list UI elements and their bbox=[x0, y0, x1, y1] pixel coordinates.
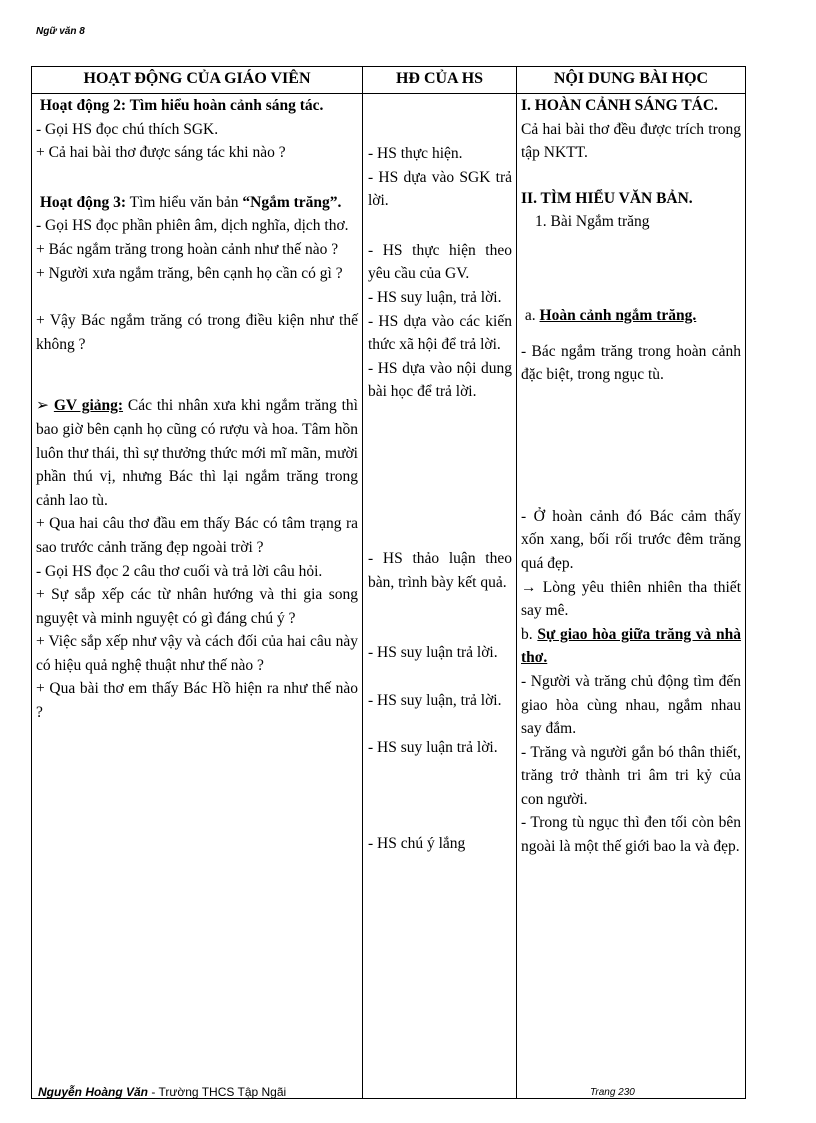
subsection-a: a. Hoàn cảnh ngắm trăng. bbox=[524, 306, 697, 324]
subsection-b: b. Sự giao hòa giữa trăng và nhà thơ. bbox=[521, 625, 742, 667]
student-column bbox=[363, 94, 517, 1099]
activity-3: Hoạt động 3: Tìm hiểu văn bản “Ngắm trăng”. bbox=[39, 193, 342, 211]
content-line: Cả hai bài thơ đều được trích trong tập NKTT. bbox=[521, 120, 741, 162]
page-number: Trang 230 bbox=[590, 1087, 635, 1098]
content-line: 1. Bài Ngắm trăng bbox=[535, 213, 650, 231]
table-body-row bbox=[32, 94, 746, 1099]
student-line: - HS suy luận trả lời. bbox=[368, 739, 498, 757]
student-line: - HS thực hiện theo yêu cầu của GV. bbox=[368, 241, 512, 283]
teacher-line: + Bác ngắm trăng trong hoàn cảnh như thế nào ? bbox=[36, 240, 339, 258]
activity-2: Hoạt động 2: Tìm hiểu hoàn cảnh sáng tác. bbox=[39, 97, 324, 114]
header-subject: Ngữ văn 8 bbox=[36, 26, 85, 37]
student-line: - HS thảo luận theo bàn, trình bày kết quả. bbox=[368, 549, 512, 591]
teacher-line: - Gọi HS đọc phần phiên âm, dịch nghĩa, dịch thơ. bbox=[36, 217, 349, 235]
content-line: - Người và trăng chủ động tìm đến giao hòa cùng nhau, ngắm nhau say đắm. bbox=[521, 672, 741, 738]
student-line: - HS suy luận, trả lời. bbox=[368, 288, 502, 306]
teacher-line: - Gọi HS đọc chú thích SGK. bbox=[36, 120, 219, 138]
teacher-line: + Người xưa ngắm trăng, bên cạnh họ cần có gì ? bbox=[36, 264, 343, 282]
student-line: - HS dựa vào nội dung bài học để trả lời. bbox=[368, 359, 512, 401]
student-line: - HS dựa vào SGK trả lời. bbox=[368, 168, 512, 210]
teacher-line: + Vậy Bác ngắm trăng có trong điều kiện như thế không ? bbox=[36, 312, 358, 353]
header-teacher: HOẠT ĐỘNG CỦA GIÁO VIÊN bbox=[32, 67, 363, 94]
student-line: - HS thực hiện. bbox=[368, 145, 463, 162]
teacher-line: + Cả hai bài thơ được sáng tác khi nào ? bbox=[36, 144, 286, 162]
teacher-line: - Gọi HS đọc 2 câu thơ cuối và trả lời câu hỏi. bbox=[36, 562, 323, 580]
student-line: - HS dựa vào các kiến thức xã hội để trả lời. bbox=[368, 312, 512, 354]
lesson-table bbox=[31, 66, 746, 1099]
content-line: - Ở hoàn cảnh đó Bác cảm thấy xốn xang, bối rối trước đêm trăng quá đẹp. bbox=[521, 507, 741, 572]
student-line: - HS suy luận, trả lời. bbox=[368, 691, 502, 709]
teacher-line: + Qua hai câu thơ đầu em thấy Bác có tâm trạng ra sao trước cảnh trăng đẹp ngoài trời ? bbox=[36, 515, 358, 556]
footer bbox=[38, 1085, 286, 1099]
section-heading: I. HOÀN CẢNH SÁNG TÁC. bbox=[521, 97, 718, 114]
content-line: - Trăng và người gắn bó thân thiết, trăng trở thành tri âm tri kỷ của con người. bbox=[521, 743, 741, 808]
teacher-column bbox=[32, 94, 363, 1099]
header-student: HĐ CỦA HS bbox=[363, 67, 517, 94]
teacher-line: + Sự sắp xếp các từ nhân hướng và thi gia song nguyệt và minh nguyệt có gì đáng chú ý ? bbox=[36, 586, 358, 627]
footer-author: Nguyễn Hoàng Văn bbox=[38, 1085, 149, 1099]
teacher-line: + Qua bài thơ em thấy Bác Hồ hiện ra như thế nào ? bbox=[36, 680, 358, 722]
student-line: - HS chú ý lắng bbox=[368, 834, 466, 852]
content-line: - Trong tù ngục thì đen tối còn bên ngoài là một thế giới bao la và đẹp. bbox=[521, 814, 741, 856]
table-header-row bbox=[32, 67, 746, 94]
section-heading: II. TÌM HIỂU VĂN BẢN. bbox=[521, 189, 693, 207]
footer-school: - Trường THCS Tập Ngãi bbox=[148, 1085, 287, 1099]
content-line: → Lòng yêu thiên nhiên tha thiết say mê. bbox=[521, 578, 741, 620]
teacher-line: + Việc sắp xếp như vậy và cách đối của hai câu này có hiệu quả nghệ thuật như thế nào ? bbox=[36, 633, 358, 674]
content-line: - Bác ngắm trăng trong hoàn cảnh đặc biệt, trong ngục tù. bbox=[521, 342, 741, 384]
header-content: NỘI DUNG BÀI HỌC bbox=[517, 67, 746, 94]
student-line: - HS suy luận trả lời. bbox=[368, 644, 498, 662]
gv-explanation: ➢ GV giảng: Các thi nhân xưa khi ngắm trăng thì bao giờ bên cạnh họ cũng có rượu và hoa. Tâm hồn luôn thư thái, thì sự thưởng thức mới mĩ mãn, mười phần thú vị, nhưng Bác thì lại ngắm trăng trong cảnh lao tù. bbox=[36, 397, 358, 509]
content-column bbox=[517, 94, 746, 1099]
